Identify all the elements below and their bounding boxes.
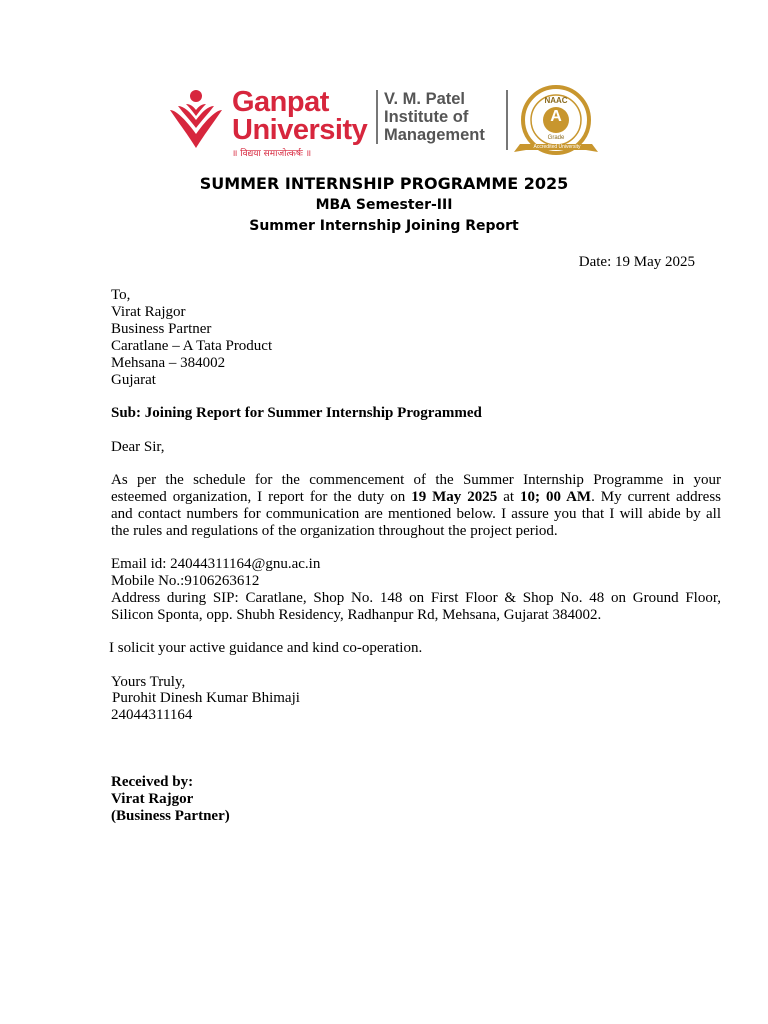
institute-name-line1: V. M. Patel [384, 90, 466, 108]
address-company: Caratlane – A Tata Product [111, 338, 273, 354]
report-title: Summer Internship Joining Report [249, 218, 519, 234]
letterhead-logo [168, 84, 608, 162]
page-title: SUMMER INTERNSHIP PROGRAMME 2025 [199, 174, 569, 193]
naac-label: NAAC [544, 96, 568, 105]
institute-name-line2: Institute of [384, 108, 469, 126]
received-name: Virat Rajgor [111, 791, 194, 807]
joining-time: 10; 00 AM [520, 489, 592, 505]
address-to: To, [111, 287, 131, 303]
joining-date: 19 May 2025 [411, 489, 498, 505]
received-label: Received by: [111, 774, 194, 790]
naac-ribbon-text: Accredited University [533, 144, 581, 150]
institute-name-line3: Management [384, 126, 485, 144]
body-paragraph [111, 472, 721, 540]
address-city: Mehsana – 384002 [111, 355, 226, 371]
address-name: Virat Rajgor [111, 304, 186, 320]
signoff-yours: Yours Truly, [111, 674, 186, 690]
signoff-id: 24044311164 [111, 707, 193, 723]
contact-address [111, 590, 721, 624]
university-tagline: ॥ विद्यया समाजोत्कर्षः ॥ [232, 149, 312, 159]
university-name-line2: University [232, 114, 368, 146]
ganpat-flame-icon [168, 88, 224, 152]
body-line-3: and contact numbers for communication are mentioned below. I assure you that I will abide by all [111, 506, 721, 522]
contact-address-line2: Silicon Sponta, opp. Shubh Residency, Radhanpur Rd, Mehsana, Gujarat 384002. [111, 607, 602, 623]
naac-seal [512, 84, 604, 160]
contact-mobile: Mobile No.:9106263612 [111, 573, 260, 589]
signoff-name: Purohit Dinesh Kumar Bhimaji [112, 690, 300, 706]
logo-divider [376, 90, 378, 144]
address-state: Gujarat [111, 372, 156, 388]
body-line-4: the rules and regulations of the organization throughout the project period. [111, 523, 558, 539]
logo-divider-2 [506, 90, 508, 150]
letter-date: Date: 19 May 2025 [578, 254, 695, 270]
contact-address-line1: Address during SIP: Caratlane, Shop No. 148 on First Floor & Shop No. 48 on Ground Floor, [111, 590, 721, 606]
address-designation: Business Partner [111, 321, 212, 337]
naac-grade: A [550, 108, 562, 125]
subject-line: Sub: Joining Report for Summer Internship Programmed [111, 405, 482, 421]
naac-grade-word: Grade [547, 135, 565, 141]
body-line-1: As per the schedule for the commencement of the Summer Internship Programme in your [111, 472, 721, 488]
received-role: (Business Partner) [111, 808, 230, 824]
closing-request: I solicit your active guidance and kind co-operation. [109, 640, 423, 656]
contact-email: Email id: 24044311164@gnu.ac.in [111, 556, 321, 572]
body-line-2: esteemed organization, I report for the duty on 19 May 2025 at 10; 00 AM. My current address [111, 489, 722, 505]
university-name-line1: Ganpat [232, 86, 329, 118]
salutation: Dear Sir, [111, 439, 165, 455]
semester-subtitle: MBA Semester-III [315, 197, 453, 213]
